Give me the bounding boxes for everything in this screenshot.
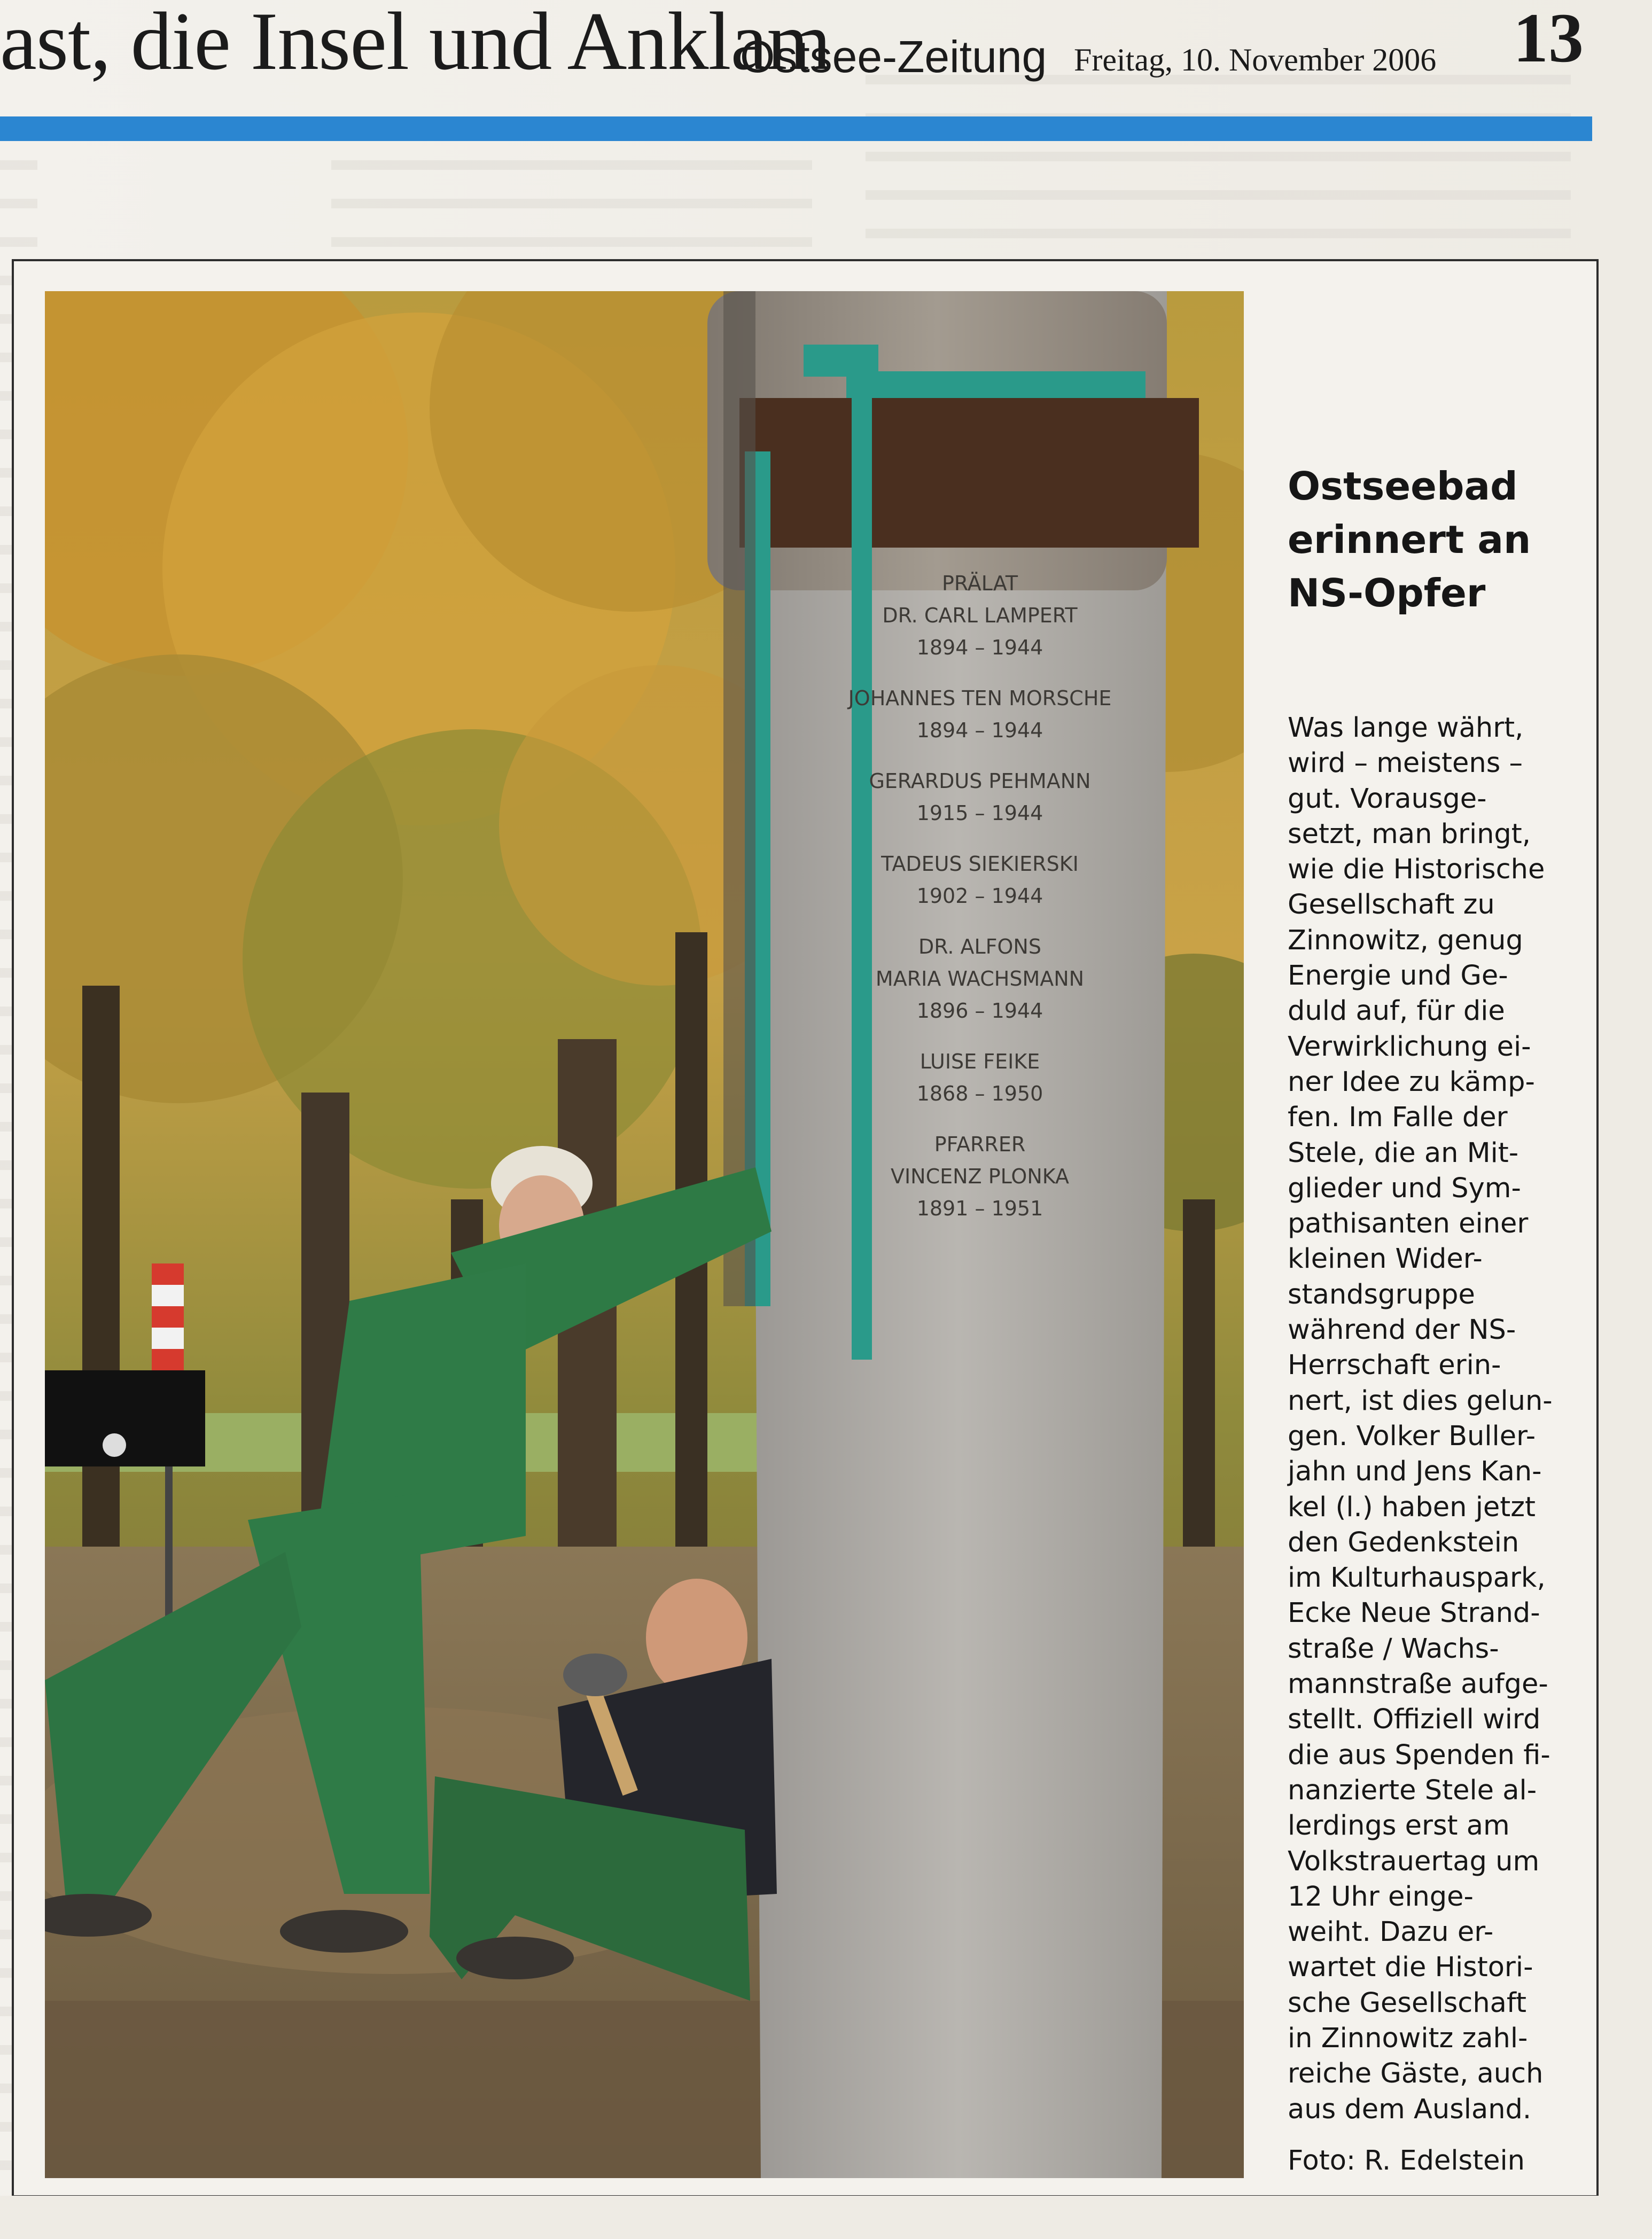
- photo-credit: Foto: R. Edelstein: [1288, 2144, 1525, 2176]
- faded-column-right: [866, 75, 1571, 256]
- body-line: nert, ist dies gelun-: [1288, 1385, 1553, 1417]
- body-line: kleinen Wider-: [1288, 1243, 1483, 1275]
- body-line: mannstraße aufge-: [1288, 1668, 1548, 1700]
- inscription-line: LUISE FEIKE: [919, 1050, 1040, 1073]
- body-line: weiht. Dazu er-: [1288, 1916, 1494, 1948]
- page-bottom-strip: [0, 2196, 1652, 2239]
- news-photo: [45, 291, 1244, 2178]
- body-line: Gesellschaft zu: [1288, 889, 1495, 921]
- article-text-column: [1288, 459, 1608, 2179]
- body-line: stellt. Offiziell wird: [1288, 1704, 1541, 1736]
- body-line: Herrschaft erin-: [1288, 1349, 1501, 1382]
- masthead: [0, 0, 1584, 93]
- body-line: die aus Spenden fi-: [1288, 1739, 1550, 1771]
- inscription-line: MARIA WACHSMANN: [875, 967, 1085, 990]
- paper-name: Ostsee-Zeitung: [740, 32, 1047, 82]
- body-line: standsgruppe: [1288, 1278, 1475, 1310]
- body-line: wartet die Histori-: [1288, 1952, 1533, 1984]
- body-line: duld auf, für die: [1288, 995, 1505, 1027]
- body-line: Was lange währt,: [1288, 712, 1524, 744]
- photo-illustration: [45, 291, 1244, 2178]
- body-line: in Zinnowitz zahl-: [1288, 2022, 1528, 2054]
- article-headline: [1288, 459, 1608, 620]
- inscription-line: DR. ALFONS: [918, 935, 1041, 958]
- body-line: Volkstrauertag um: [1288, 1845, 1540, 1877]
- inscription-line: 1894 – 1944: [916, 636, 1043, 659]
- body-line: Stele, die an Mit-: [1288, 1137, 1519, 1169]
- headline-line: Ostseebad: [1288, 464, 1518, 509]
- inscription-line: GERARDUS PEHMANN: [869, 769, 1091, 793]
- body-line: setzt, man bringt,: [1288, 818, 1531, 850]
- faded-column-middle: [331, 160, 812, 256]
- inscription-line: JOHANNES TEN MORSCHE: [848, 686, 1112, 710]
- body-line: kel (l.) haben jetzt: [1288, 1491, 1536, 1523]
- body-line: Ecke Neue Strand-: [1288, 1597, 1540, 1629]
- inscription-line: DR. CARL LAMPERT: [882, 604, 1078, 627]
- body-line: straße / Wachs-: [1288, 1633, 1499, 1665]
- body-line: Verwirklichung ei-: [1288, 1031, 1531, 1063]
- body-line: wie die Historische: [1288, 854, 1545, 886]
- inscription-line: 1891 – 1951: [916, 1197, 1043, 1220]
- headline-line: NS-Opfer: [1288, 571, 1486, 615]
- body-line: ner Idee zu kämp-: [1288, 1066, 1535, 1098]
- inscription-line: PRÄLAT: [941, 572, 1018, 595]
- article-body: [1288, 711, 1608, 2127]
- body-line: aus dem Ausland.: [1288, 2093, 1532, 2125]
- inscription-line: 1896 – 1944: [916, 999, 1043, 1023]
- inscription-line: PFARRER: [934, 1133, 1026, 1156]
- region-title: ast, die Insel und Anklam: [0, 0, 831, 87]
- masthead-rule: [0, 116, 1592, 141]
- inscription-line: 1868 – 1950: [916, 1082, 1043, 1105]
- page-number: 13: [1513, 0, 1584, 77]
- inscription-line: 1902 – 1944: [916, 884, 1043, 908]
- body-line: nanzierte Stele al-: [1288, 1774, 1537, 1806]
- body-line: Energie und Ge-: [1288, 960, 1508, 992]
- body-line: Zinnowitz, genug: [1288, 924, 1523, 956]
- body-line: gut. Vorausge-: [1288, 783, 1487, 815]
- inscription-line: 1915 – 1944: [916, 801, 1043, 825]
- body-line: gen. Volker Buller-: [1288, 1420, 1536, 1452]
- body-line: lerdings erst am: [1288, 1810, 1510, 1842]
- body-line: fen. Im Falle der: [1288, 1102, 1508, 1134]
- body-line: 12 Uhr einge-: [1288, 1881, 1474, 1913]
- body-line: während der NS-: [1288, 1314, 1516, 1346]
- inscription-line: 1894 – 1944: [916, 719, 1043, 742]
- body-line: im Kulturhauspark,: [1288, 1562, 1546, 1594]
- inscription-line: TADEUS SIEKIERSKI: [881, 852, 1079, 876]
- body-line: den Gedenkstein: [1288, 1526, 1519, 1558]
- body-line: wird – meistens –: [1288, 747, 1523, 779]
- body-line: sche Gesellschaft: [1288, 1987, 1526, 2019]
- headline-line: erinnert an: [1288, 517, 1531, 562]
- body-line: glieder und Sym-: [1288, 1172, 1521, 1204]
- body-line: pathisanten einer: [1288, 1208, 1529, 1240]
- body-line: jahn und Jens Kan-: [1288, 1456, 1542, 1488]
- body-line: reiche Gäste, auch: [1288, 2058, 1544, 2090]
- publication-date: Freitag, 10. November 2006: [1074, 42, 1437, 77]
- inscription-line: VINCENZ PLONKA: [890, 1165, 1070, 1188]
